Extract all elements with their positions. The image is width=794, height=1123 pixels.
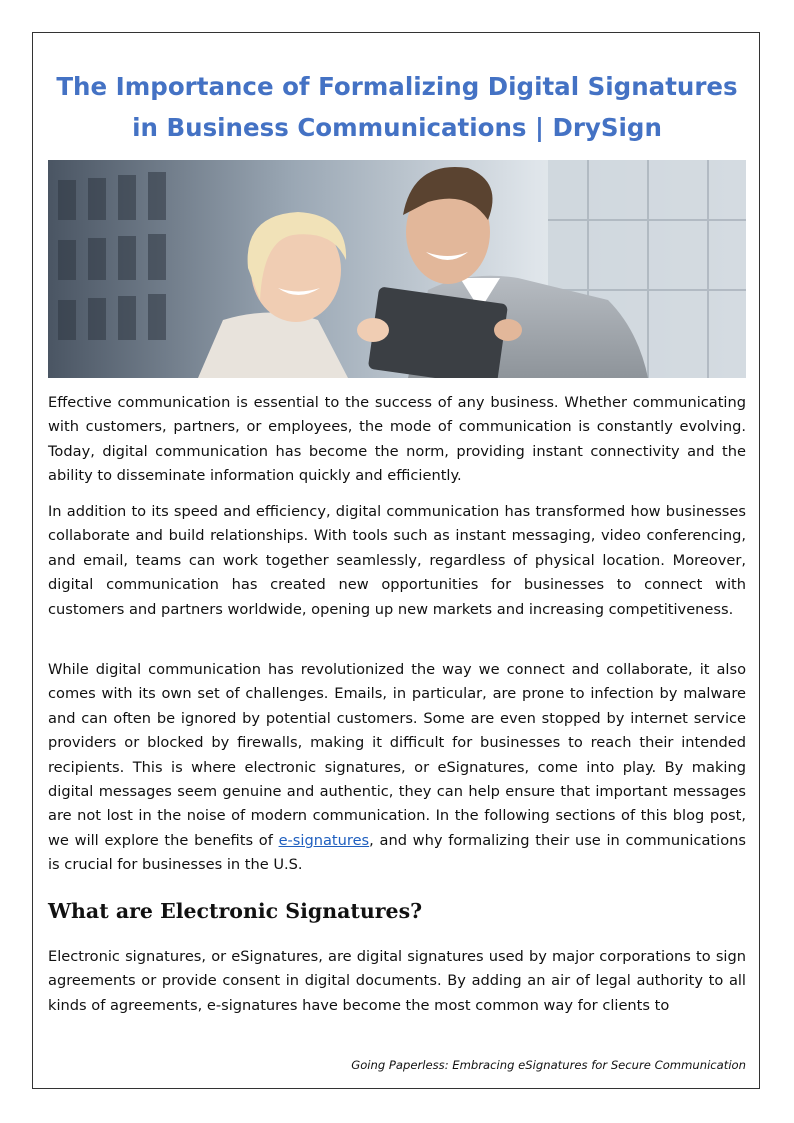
- paragraph-3: [48, 658, 746, 878]
- document-title: The Importance of Formalizing Digital Signatures in Business Communications | DrySign: [56, 72, 738, 142]
- section-heading: What are Electronic Signatures?: [48, 899, 423, 923]
- paragraph-1: Effective communication is essential to the success of any business. Whether communicating with customers, partners, or employees, the mode of communication is constantly evolving. Today, digital communication has become the norm, providing instant connectivity and the ability to disseminate information quickly and efficiently.: [48, 394, 746, 485]
- e-signatures-link[interactable]: e-signatures: [278, 831, 370, 849]
- paragraph-2: In addition to its speed and efficiency, digital communication has transformed how businesses collaborate and build relationships. With tools such as instant messaging, video conferencing, and email, teams can work together seamlessly, regardless of physical location. Moreover, digital communication has created new opportunities for businesses to connect with customers and partners worldwide, opening up new markets and increasing competitiveness.: [48, 503, 746, 618]
- paragraph-3-text-after-link: , and why formalizing their use in communications is crucial for businesses in the U.S.: [48, 831, 746, 874]
- paragraph-3-text-before-link: While digital communication has revolutionized the way we connect and collaborate, it also comes with its own set of challenges. Emails, in particular, are prone to infection by malware and can often be ignored by potential customers. Some are even stopped by internet service providers or blocked by firewalls, making it difficult for businesses to reach their intended recipients. This is where electronic signatures, or eSignatures, come into play. By making digital messages seem genuine and authentic, they can help ensure that important messages are not lost in the noise of modern communication. In the following sections of this blog post, we will explore the benefits of: [48, 661, 746, 849]
- hero-photo-business-people-tablet: [48, 160, 746, 378]
- section-paragraph: Electronic signatures, or eSignatures, are digital signatures used by major corporations to sign agreements or provide consent in digital documents. By adding an air of legal authority to all kinds of agreements, e-signatures have become the most common way for clients to: [48, 948, 746, 1014]
- hero-illustration: [48, 160, 746, 378]
- page-footer: Going Paperless: Embracing eSignatures for Secure Communication: [351, 1058, 746, 1072]
